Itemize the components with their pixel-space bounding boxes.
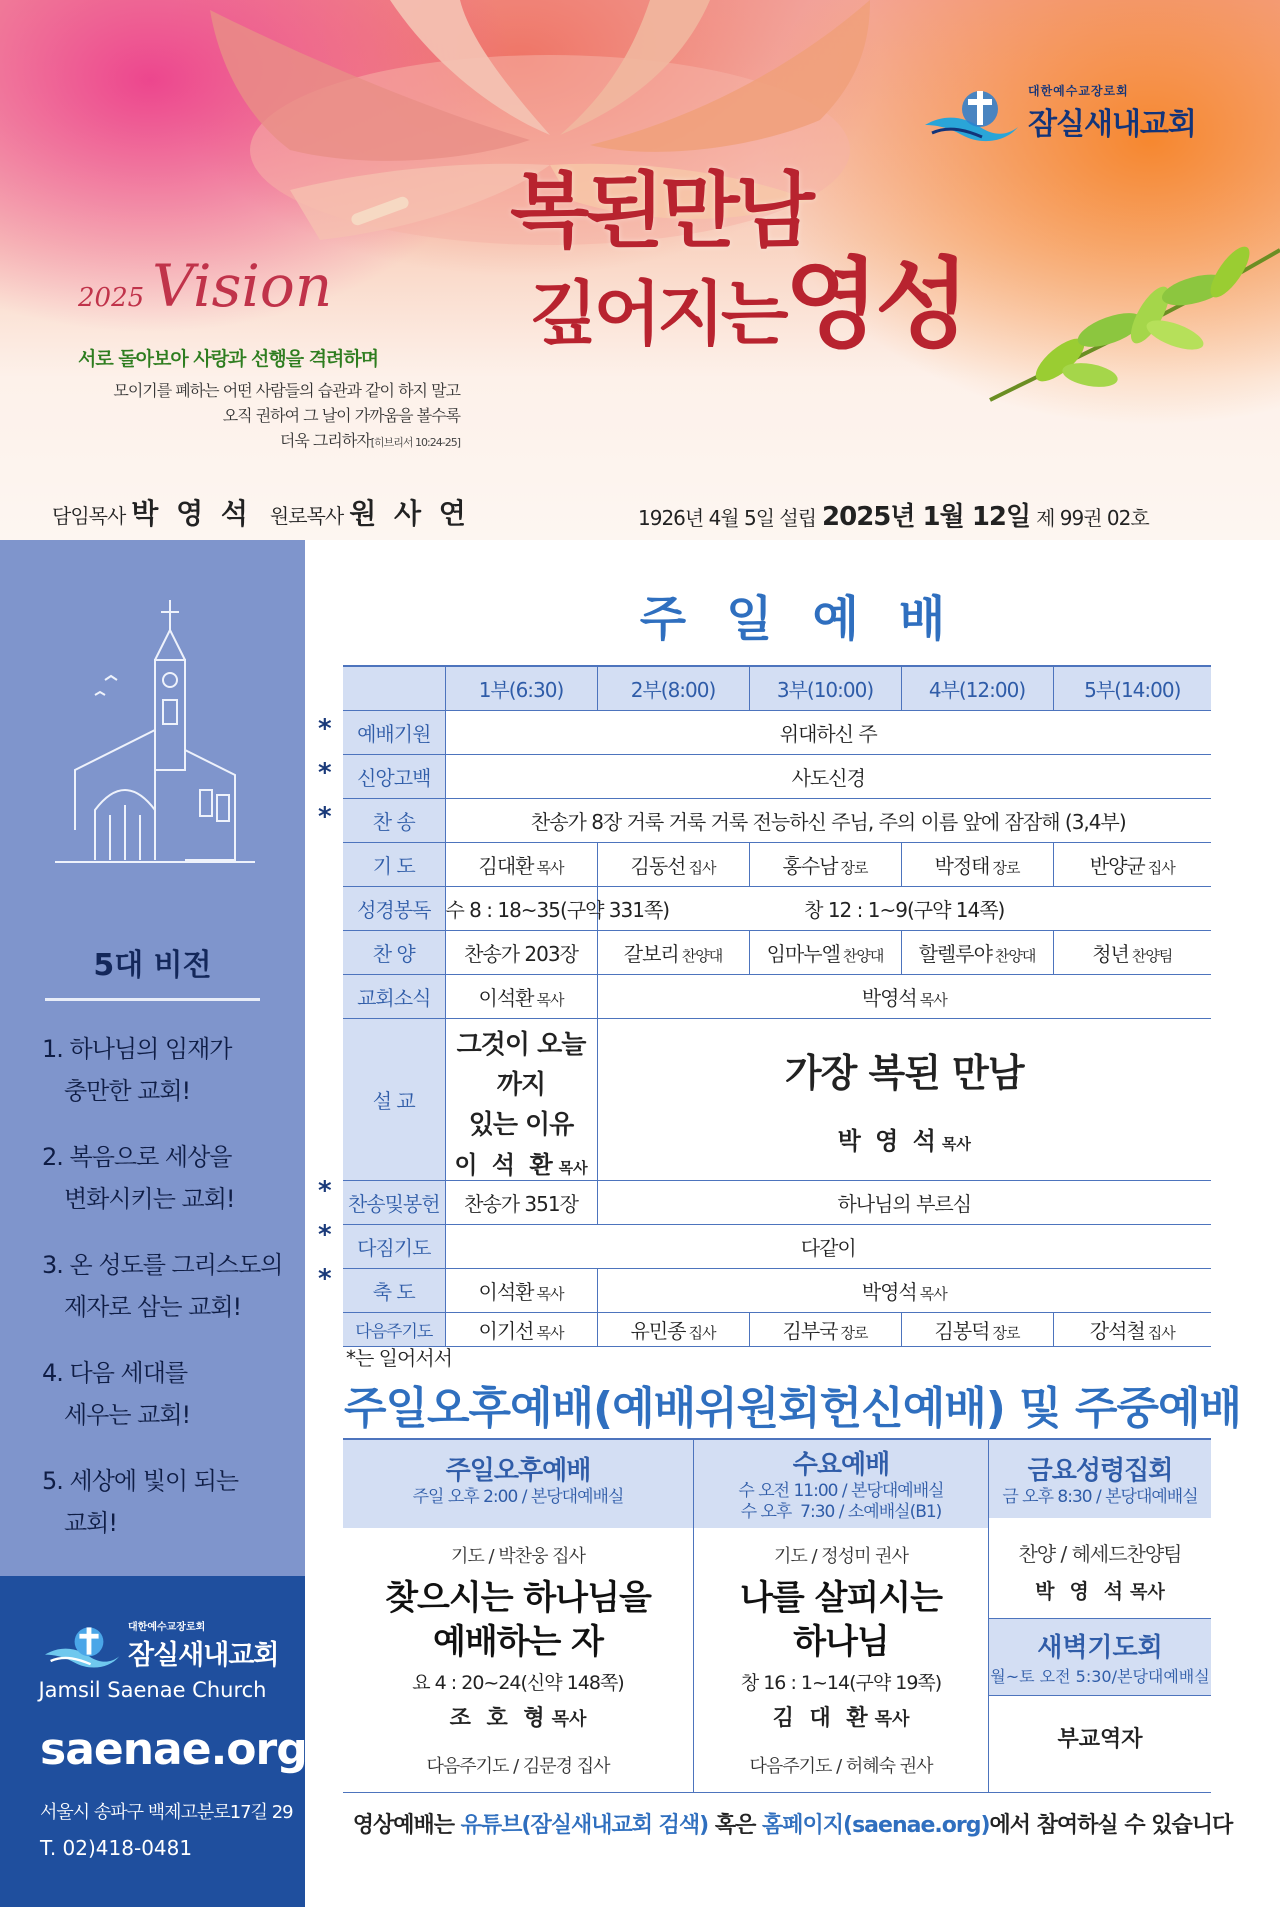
choir-name: 할렐루야 — [918, 941, 992, 966]
preacher-name: 박 영 석 — [837, 1127, 939, 1155]
person-name: 강석철 — [1089, 1318, 1145, 1343]
row-benediction — [343, 1268, 1211, 1312]
vision-item-line-2: 변화시키는 교회! — [64, 1185, 235, 1213]
wednesday-service — [693, 1438, 988, 1792]
vision-item-line-1: 2. 복음으로 세상을 — [42, 1143, 232, 1171]
person-name: 김대환 — [478, 853, 534, 878]
choir-cell — [445, 930, 597, 974]
person-name: 반양균 — [1089, 853, 1145, 878]
verse-line-2: 오직 권하여 그 날이 가까움을 볼수록 — [222, 406, 460, 425]
person-role: 목사 — [536, 1323, 564, 1342]
slogan-line-2 — [530, 247, 966, 363]
preacher-role: 목사 — [1130, 1582, 1165, 1603]
choir-name: 청년 — [1092, 941, 1129, 966]
scripture-rest: 창 12 : 1~9(구약 14쪽) — [597, 886, 1211, 930]
preacher-role: 목사 — [558, 1158, 588, 1177]
person-role: 집사 — [1147, 1323, 1175, 1342]
row-prayer — [343, 842, 1211, 886]
standing-marker: * — [318, 714, 332, 744]
prayer-cell — [1053, 842, 1211, 886]
standing-marker: * — [318, 758, 332, 788]
vision-item-line-2: 세우는 교회! — [64, 1401, 191, 1429]
church-phone: T. 02)418-0481 — [40, 1836, 193, 1860]
logo-denomination: 대한예수교장로회 — [1028, 84, 1129, 98]
senior-pastor-name: 박 영 석 — [131, 497, 252, 530]
sermon-first — [445, 1018, 597, 1180]
response-rest: 하나님의 부르심 — [597, 1180, 1211, 1224]
sidebar — [0, 540, 305, 1907]
issue-info — [638, 496, 1149, 533]
session-2: 2부(8:00) — [597, 666, 749, 710]
leaf-branch-decoration — [980, 210, 1280, 410]
vision-item — [42, 1244, 292, 1328]
dawn-heading: 새벽기도회 — [1037, 1633, 1163, 1663]
row-response — [343, 1180, 1211, 1224]
slogan-line-2-a: 깊어지는 — [530, 272, 785, 356]
church-contact-panel — [0, 1576, 305, 1907]
church-building-icon — [55, 600, 255, 900]
sermon-first-preacher — [446, 1145, 597, 1180]
session-5: 5부(14:00) — [1053, 666, 1211, 710]
vision-year: 2025 — [78, 283, 145, 313]
row-label: 다짐기도 — [343, 1224, 445, 1268]
next-prayer-cell — [749, 1312, 901, 1346]
person-role: 장로 — [992, 1323, 1020, 1342]
standing-marker: * — [318, 802, 332, 832]
online-middle: 혹은 — [708, 1813, 763, 1838]
session-3: 3부(10:00) — [749, 666, 901, 710]
row-call-to-worship — [343, 710, 1211, 754]
other-services-title: 주일오후예배(예배위원회헌신예배) 및 주중예배 — [344, 1383, 1241, 1434]
session-4: 4부(12:00) — [901, 666, 1053, 710]
sermon-main-title: 가장 복된 만남 — [784, 1050, 1024, 1095]
preacher-name: 박 영 석 — [1035, 1579, 1128, 1603]
row-label: 신앙고백 — [343, 754, 445, 798]
header-banner — [0, 0, 1280, 540]
next-prayer-cell — [597, 1312, 749, 1346]
sermon-main-preacher — [598, 1121, 1212, 1156]
preacher-name: 김 대 환 — [772, 1706, 872, 1731]
row-value: 다같이 — [445, 1224, 1211, 1268]
row-commitment — [343, 1224, 1211, 1268]
afternoon-next-prayer: 다음주기도 / 김문경 집사 — [426, 1756, 610, 1777]
standing-marker: * — [318, 1220, 332, 1250]
row-label: 성경봉독 — [343, 886, 445, 930]
person-role: 목사 — [536, 1284, 564, 1303]
grid-bottom-border — [343, 1792, 1211, 1793]
choir-cell — [901, 930, 1053, 974]
choir-name: 찬송가 203장 — [464, 941, 578, 966]
wednesday-time-2: 수 오후 7:30 / 소예배실(B1) — [740, 1502, 942, 1522]
logo-church-name: 잠실새내교회 — [1028, 107, 1196, 142]
choir-cell — [1053, 930, 1211, 974]
pastors-line — [52, 492, 488, 532]
scripture-first: 수 8 : 18~35(구약 331쪽) — [445, 886, 597, 930]
online-prefix: 영상예배는 — [352, 1813, 461, 1838]
online-suffix: 에서 참여하실 수 있습니다 — [989, 1813, 1233, 1838]
row-label: 예배기원 — [343, 710, 445, 754]
wednesday-body — [694, 1542, 988, 1778]
dawn-body — [989, 1696, 1211, 1753]
standing-marker: * — [318, 1264, 332, 1294]
bless-first — [445, 1268, 597, 1312]
year-slogan — [510, 163, 966, 363]
dawn-time: 월~토 오전 5:30/본당대예배실 — [990, 1667, 1210, 1686]
row-label: 축 도 — [343, 1268, 445, 1312]
choir-role: 찬양대 — [681, 946, 723, 965]
row-news — [343, 974, 1211, 1018]
row-choir — [343, 930, 1211, 974]
afternoon-service — [343, 1438, 693, 1792]
friday-heading: 금요성령집회 — [1027, 1456, 1173, 1486]
choir-cell — [597, 930, 749, 974]
friday-time: 금 오후 8:30 / 본당대예배실 — [1002, 1487, 1198, 1507]
choir-cell — [749, 930, 901, 974]
vision-item-line-1: 4. 다음 세대를 — [42, 1359, 188, 1387]
online-worship-note — [305, 1808, 1280, 1839]
afternoon-heading: 주일오후예배 — [445, 1456, 591, 1486]
next-prayer-cell — [901, 1312, 1053, 1346]
youtube-link[interactable]: 유튜브(잠실새내교회 검색) — [460, 1813, 709, 1838]
verse-text — [60, 378, 460, 455]
row-label: 설 교 — [343, 1018, 445, 1180]
news-first — [445, 974, 597, 1018]
dawn-leader: 부교역자 — [1057, 1727, 1143, 1752]
next-prayer-cell — [445, 1312, 597, 1346]
row-next-prayer — [343, 1312, 1211, 1346]
verse-line-1: 모이기를 폐하는 어떤 사람들의 습관과 같이 하지 말고 — [113, 381, 460, 400]
church-website-link[interactable]: saenae.org — [40, 1724, 307, 1775]
emeritus-pastor-name: 원 사 연 — [349, 497, 470, 530]
vision-item-line-2: 제자로 삼는 교회! — [64, 1293, 242, 1321]
person-role: 장로 — [840, 1323, 868, 1342]
wednesday-time-1: 수 오전 11:00 / 본당대예배실 — [738, 1481, 944, 1501]
wednesday-scripture: 창 16 : 1~14(구약 19쪽) — [740, 1672, 942, 1694]
sidebar-logo-church-name: 잠실새내교회 — [128, 1640, 279, 1671]
vision-item — [42, 1028, 292, 1112]
church-address: 서울시 송파구 백제고분로17길 29 — [40, 1802, 293, 1823]
header-corner — [343, 666, 445, 710]
preacher-name: 조 호 형 — [449, 1706, 549, 1731]
person-name: 홍수남 — [782, 853, 838, 878]
person-role: 장로 — [992, 858, 1020, 877]
vision-list — [42, 1028, 292, 1568]
prayer-cell — [901, 842, 1053, 886]
next-prayer-cell — [1053, 1312, 1211, 1346]
person-name: 박정태 — [934, 853, 990, 878]
response-first: 찬송가 351장 — [445, 1180, 597, 1224]
church-cross-wave-icon — [920, 83, 1020, 143]
vision-word: Vision — [152, 252, 333, 320]
person-role: 목사 — [536, 990, 564, 1009]
verse-reference: [히브리서 10:24-25] — [370, 436, 460, 449]
wednesday-preacher — [694, 1701, 988, 1732]
person-name: 박영석 — [861, 1279, 917, 1304]
friday-preacher — [989, 1575, 1211, 1604]
founded-date: 1926년 4월 5일 설립 — [638, 506, 817, 530]
session-1: 1부(6:30) — [445, 666, 597, 710]
afternoon-sermon-title-2: 예배하는 자 — [432, 1622, 604, 1662]
church-cross-wave-icon — [40, 1621, 122, 1669]
wednesday-heading: 수요예배 — [792, 1450, 890, 1480]
row-label: 찬 양 — [343, 930, 445, 974]
preacher-role: 목사 — [941, 1135, 971, 1153]
wednesday-sermon-title-2: 하나님 — [793, 1622, 889, 1662]
person-name: 김부국 — [782, 1318, 838, 1343]
vision-item-line-1: 3. 온 성도를 그리스도의 — [42, 1251, 283, 1279]
row-value: 찬송가 8장 거룩 거룩 거룩 전능하신 주님, 주의 이름 앞에 잠잠해 (3,4부) — [445, 798, 1211, 842]
bless-rest — [597, 1268, 1211, 1312]
volume-number: 제 99권 02호 — [1036, 506, 1149, 530]
person-role: 집사 — [688, 1323, 716, 1342]
afternoon-scripture: 요 4 : 20~24(신약 148쪽) — [412, 1672, 624, 1694]
row-value: 위대하신 주 — [445, 710, 1211, 754]
person-name: 박영석 — [861, 985, 917, 1010]
sermon-first-title-1: 그것이 오늘까지 — [456, 1029, 586, 1100]
sunday-service-table — [343, 665, 1211, 1347]
row-label: 찬송및봉헌 — [343, 1180, 445, 1224]
person-name: 김봉덕 — [934, 1318, 990, 1343]
prayer-cell — [597, 842, 749, 886]
person-role: 목사 — [536, 858, 564, 877]
friday-praise-team: 찬양 / 헤세드찬양팀 — [1018, 1542, 1182, 1566]
friday-body — [989, 1518, 1211, 1618]
church-english-name: Jamsil Saenae Church — [38, 1678, 267, 1702]
person-name: 유민종 — [630, 1318, 686, 1343]
friday-and-dawn-services — [988, 1438, 1211, 1792]
afternoon-prayer: 기도 / 박찬웅 집사 — [451, 1546, 585, 1567]
vision-label — [78, 252, 332, 320]
session-header-row — [343, 666, 1211, 710]
person-role: 장로 — [840, 858, 868, 877]
person-name: 이기선 — [478, 1318, 534, 1343]
bulletin-date: 2025년 1월 12일 — [822, 502, 1031, 532]
vision-divider — [45, 998, 260, 1001]
homepage-link[interactable]: 홈페이지(saenae.org) — [762, 1813, 990, 1838]
preacher-name: 이 석 환 — [454, 1150, 556, 1179]
senior-pastor-label: 담임목사 — [52, 504, 126, 528]
person-name: 김동선 — [630, 853, 686, 878]
emeritus-pastor-label: 원로목사 — [269, 504, 344, 528]
person-role: 집사 — [1147, 858, 1175, 877]
friday-header — [989, 1438, 1211, 1518]
afternoon-time: 주일 오후 2:00 / 본당대예배실 — [412, 1487, 624, 1507]
row-scripture — [343, 886, 1211, 930]
vision-item — [42, 1460, 292, 1544]
sermon-main — [597, 1018, 1211, 1180]
preacher-role: 목사 — [551, 1709, 587, 1730]
standing-note: *는 일어서서 — [346, 1346, 452, 1370]
wednesday-header — [694, 1438, 988, 1528]
choir-role: 찬양대 — [842, 946, 884, 965]
choir-name: 임마누엘 — [766, 941, 840, 966]
afternoon-body — [343, 1542, 693, 1778]
choir-name: 갈보리 — [623, 941, 679, 966]
vision-item-line-1: 5. 세상에 빛이 되는 — [42, 1467, 239, 1495]
vision-item — [42, 1136, 292, 1220]
vision-item-line-2: 충만한 교회! — [64, 1077, 191, 1105]
choir-role: 찬양팀 — [1131, 946, 1173, 965]
row-label: 기 도 — [343, 842, 445, 886]
slogan-line-1: 복된만남 — [510, 163, 811, 259]
sidebar-logo-denomination: 대한예수교장로회 — [128, 1622, 206, 1633]
verse-lead: 서로 돌아보아 사랑과 선행을 격려하며 — [78, 348, 379, 370]
vision-item-line-1: 1. 하나님의 임재가 — [42, 1035, 232, 1063]
vision-item-line-2: 교회! — [64, 1509, 117, 1537]
row-label: 다음주기도 — [343, 1312, 445, 1346]
wednesday-prayer: 기도 / 정성미 권사 — [774, 1546, 908, 1567]
row-label: 찬 송 — [343, 798, 445, 842]
slogan-line-2-b: 영성 — [784, 247, 966, 363]
verse-line-3: 더욱 그리하자 — [279, 431, 371, 450]
wednesday-next-prayer: 다음주기도 / 허혜숙 권사 — [749, 1756, 933, 1777]
afternoon-sermon-title-1: 찾으시는 하나님을 — [385, 1578, 651, 1618]
standing-marker: * — [318, 1176, 332, 1206]
row-value: 사도신경 — [445, 754, 1211, 798]
afternoon-header — [343, 1438, 693, 1528]
sermon-first-title-2: 있는 이유 — [468, 1109, 574, 1140]
prayer-cell — [445, 842, 597, 886]
person-name: 이석환 — [478, 985, 534, 1010]
sunday-service-title: 주일예배 — [639, 591, 986, 647]
afternoon-preacher — [343, 1701, 693, 1732]
vision-item — [42, 1352, 292, 1436]
choir-role: 찬양대 — [994, 946, 1036, 965]
church-logo-header[interactable] — [920, 82, 1196, 143]
news-rest — [597, 974, 1211, 1018]
row-creed — [343, 754, 1211, 798]
other-services-grid — [343, 1438, 1211, 1792]
preacher-role: 목사 — [874, 1709, 910, 1730]
person-name: 이석환 — [478, 1279, 534, 1304]
row-hymn — [343, 798, 1211, 842]
wednesday-sermon-title-1: 나를 살피시는 — [740, 1578, 942, 1618]
dawn-header — [989, 1618, 1211, 1696]
person-role: 집사 — [688, 858, 716, 877]
row-sermon — [343, 1018, 1211, 1180]
church-logo-sidebar[interactable] — [40, 1618, 279, 1672]
prayer-cell — [749, 842, 901, 886]
row-label: 교회소식 — [343, 974, 445, 1018]
person-role: 목사 — [919, 990, 947, 1009]
person-role: 목사 — [919, 1284, 947, 1303]
vision-section-title: 5대 비전 — [93, 948, 212, 983]
